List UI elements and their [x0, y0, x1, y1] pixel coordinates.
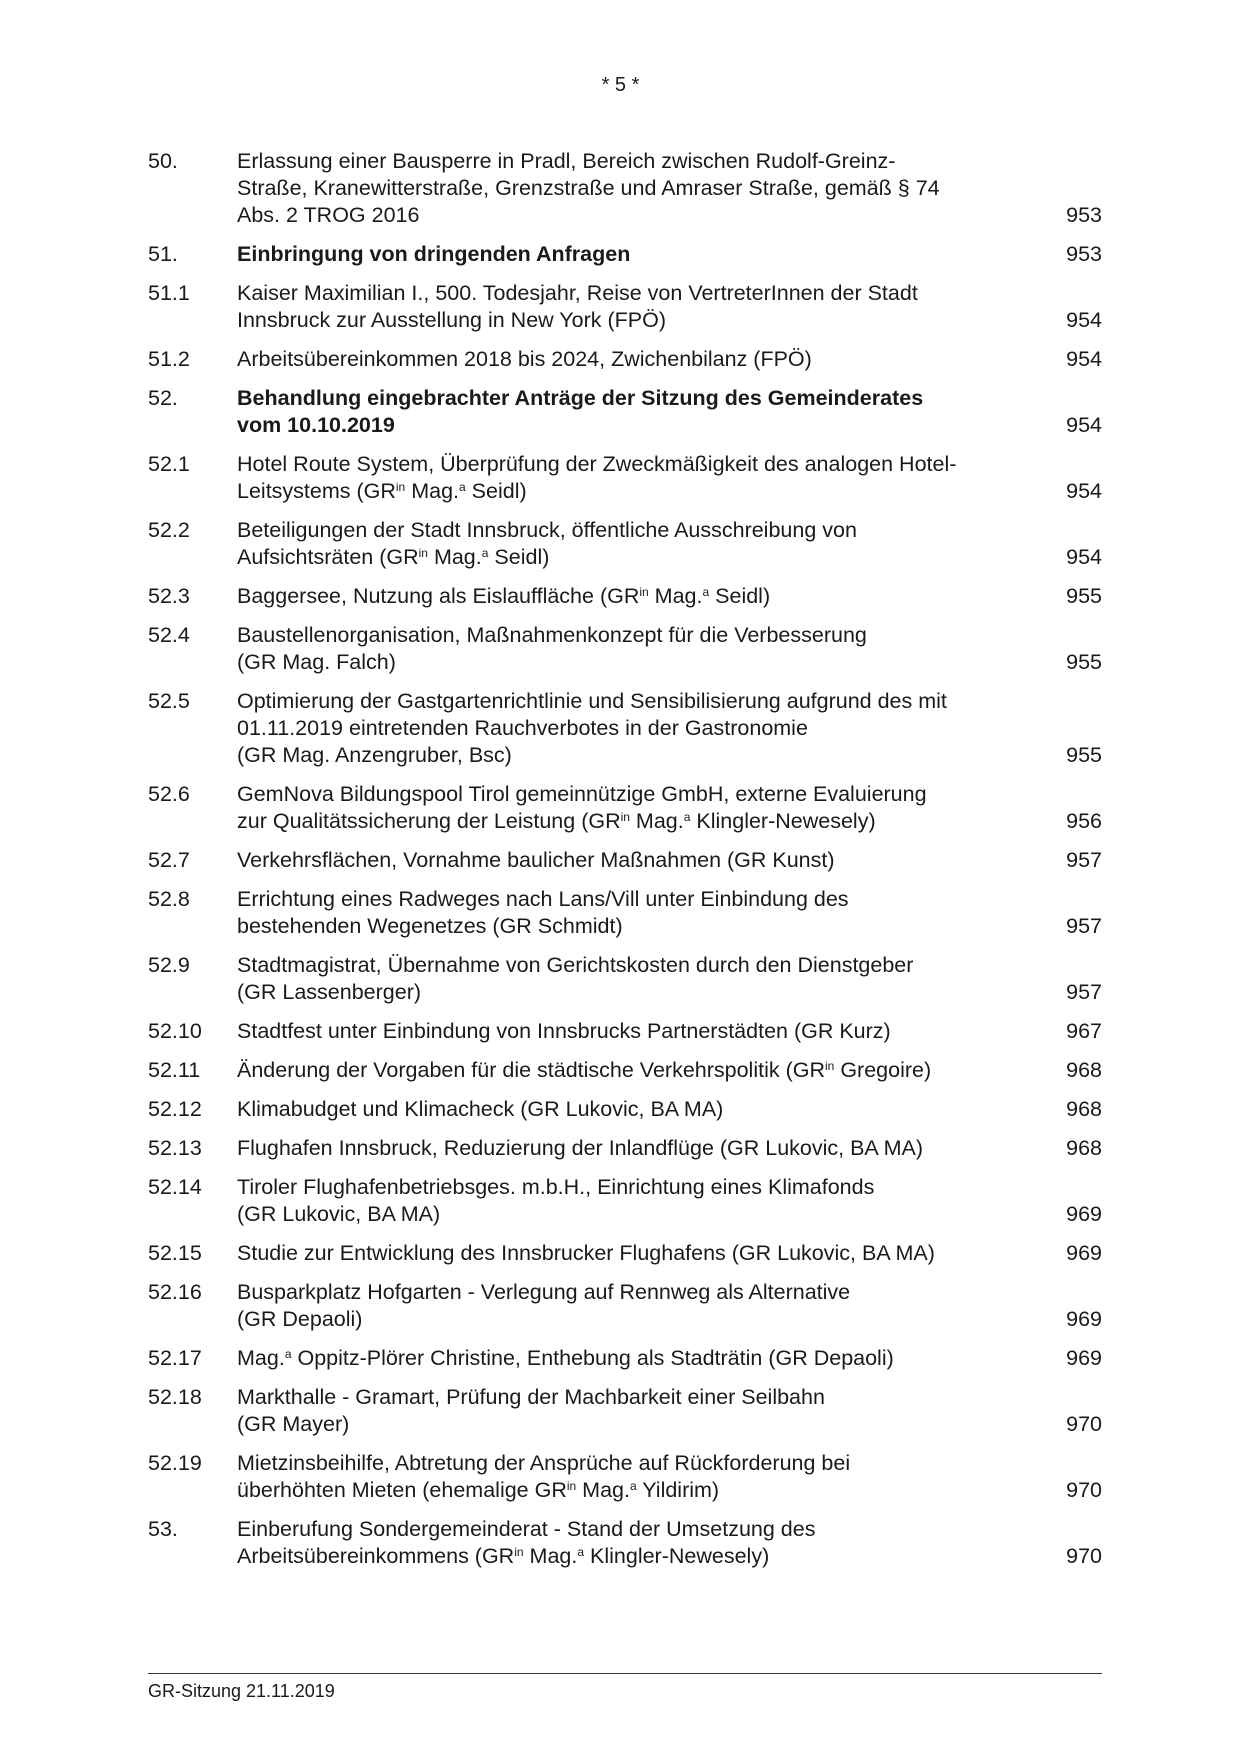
toc-entry-title: [237, 847, 1042, 874]
toc-entry-number: 52.9: [148, 953, 190, 977]
toc-entry-title-line: Straße, Kranewitterstraße, Grenzstraße und Amraser Straße, gemäß § 74: [237, 176, 940, 200]
toc-entry-title-line: Arbeitsübereinkommens ($GR^{in}$ Mag.$^a$ Klingler-Newesely): [237, 1544, 770, 1568]
toc-entry-title: [237, 517, 1042, 571]
toc-entry-title-line: Kaiser Maximilian I., 500. Todesjahr, Reise von VertreterInnen der Stadt: [237, 281, 918, 305]
toc-entry-title-line: (GR Mayer): [237, 1412, 350, 1436]
toc-entry: [148, 1018, 1102, 1045]
toc-entry-title: [237, 583, 1042, 610]
toc-entry-number: 52.15: [148, 1241, 202, 1265]
toc-entry-title-line: Tiroler Flughafenbetriebsges. m.b.H., Einrichtung eines Klimafonds: [237, 1175, 875, 1199]
toc-entry-title-line: Busparkplatz Hofgarten - Verlegung auf Rennweg als Alternative: [237, 1280, 851, 1304]
toc-entry: [148, 1057, 1102, 1084]
toc-entry-title: [237, 622, 1042, 676]
toc-entry-page: 955: [1066, 743, 1102, 767]
toc-entry-number: 52.3: [148, 584, 190, 608]
toc-entry-page: 954: [1066, 413, 1102, 437]
toc-entry-page: 970: [1066, 1544, 1102, 1568]
toc-entry-title: [237, 781, 1042, 835]
toc-entry-title: [237, 385, 1042, 439]
toc-entry-number: 52.4: [148, 623, 190, 647]
toc-entry-title: [237, 1516, 1042, 1570]
toc-entry-title-line: Mietzinsbeihilfe, Abtretung der Ansprüche auf Rückforderung bei: [237, 1451, 851, 1475]
toc-entry-number: 52.19: [148, 1451, 202, 1475]
toc-entry: [148, 952, 1102, 1006]
toc-entry-title-line: Klimabudget und Klimacheck (GR Lukovic, BA MA): [237, 1097, 724, 1121]
footer-text: GR-Sitzung 21.11.2019: [148, 1681, 335, 1701]
toc-entry-page: 970: [1066, 1478, 1102, 1502]
toc-entry-page: 969: [1066, 1202, 1102, 1226]
toc-entry-title-line: vom 10.10.2019: [237, 413, 395, 437]
toc-entry: [148, 148, 1102, 229]
toc-entry-number: 52.2: [148, 518, 190, 542]
toc-entry-title-line: Einberufung Sondergemeinderat - Stand der Umsetzung des: [237, 1517, 816, 1541]
toc-entry-title-line: (GR Depaoli): [237, 1307, 363, 1331]
toc-entry-title-line: (GR Lassenberger): [237, 980, 422, 1004]
toc-entry-title-line: zur Qualitätssicherung der Leistung ($GR^{in}$ Mag.$^a$ Klingler-Newesely): [237, 809, 876, 833]
toc-entry-number: 52.16: [148, 1280, 202, 1304]
toc-entry-title: [237, 148, 1042, 229]
toc-entry-title: [237, 688, 1042, 769]
toc-entry-page: 957: [1066, 848, 1102, 872]
toc-entry: [148, 1345, 1102, 1372]
toc-entry-title-line: Verkehrsflächen, Vornahme baulicher Maßnahmen (GR Kunst): [237, 848, 835, 872]
toc-entry-page: 969: [1066, 1307, 1102, 1331]
toc-entry-title-line: Erlassung einer Bausperre in Pradl, Bereich zwischen Rudolf-Greinz-: [237, 149, 896, 173]
table-of-contents: [148, 148, 1102, 1582]
toc-entry-title-line: Mag.$^a$ Oppitz-Plörer Christine, Enthebung als Stadträtin (GR Depaoli): [237, 1346, 894, 1370]
toc-entry-title-line: Beteiligungen der Stadt Innsbruck, öffentliche Ausschreibung von: [237, 518, 857, 542]
toc-entry-number: 51.2: [148, 347, 190, 371]
toc-entry: [148, 1096, 1102, 1123]
toc-entry-page: 968: [1066, 1097, 1102, 1121]
toc-entry-number: 53.: [148, 1517, 178, 1541]
toc-entry-title-line: Hotel Route System, Überprüfung der Zweckmäßigkeit des analogen Hotel-: [237, 452, 957, 476]
toc-entry-title: [237, 1450, 1042, 1504]
toc-entry-number: 52.7: [148, 848, 190, 872]
toc-entry-page: 968: [1066, 1058, 1102, 1082]
toc-entry-number: 50.: [148, 149, 178, 173]
toc-entry-title: [237, 1345, 1042, 1372]
toc-entry: [148, 1279, 1102, 1333]
toc-entry-title-line: Optimierung der Gastgartenrichtlinie und Sensibilisierung aufgrund des mit: [237, 689, 947, 713]
toc-entry-title: [237, 1240, 1042, 1267]
toc-entry-page: 969: [1066, 1346, 1102, 1370]
toc-entry-title-line: Änderung der Vorgaben für die städtische Verkehrspolitik ($GR^{in}$ Gregoire): [237, 1058, 932, 1082]
toc-entry-title-line: 01.11.2019 eintretenden Rauchverbotes in der Gastronomie: [237, 716, 808, 740]
toc-entry: [148, 1240, 1102, 1267]
toc-entry-title: [237, 1018, 1042, 1045]
toc-entry-title: [237, 1384, 1042, 1438]
toc-entry-title-line: Stadtmagistrat, Übernahme von Gerichtskosten durch den Dienstgeber: [237, 953, 914, 977]
toc-entry-number: 52.18: [148, 1385, 202, 1409]
toc-entry-title-line: Innsbruck zur Ausstellung in New York (FPÖ): [237, 308, 666, 332]
toc-entry: [148, 1450, 1102, 1504]
toc-entry: [148, 1516, 1102, 1570]
toc-entry-page: 967: [1066, 1019, 1102, 1043]
toc-entry-title-line: Leitsystems ($GR^{in}$ Mag.$^a$ Seidl): [237, 479, 527, 503]
toc-entry-page: 970: [1066, 1412, 1102, 1436]
toc-entry: [148, 688, 1102, 769]
toc-entry-title-line: Abs. 2 TROG 2016: [237, 203, 420, 227]
toc-entry-page: 954: [1066, 308, 1102, 332]
toc-entry-title-line: (GR Mag. Falch): [237, 650, 396, 674]
toc-entry-number: 52.17: [148, 1346, 202, 1370]
toc-entry-title-line: (GR Lukovic, BA MA): [237, 1202, 441, 1226]
toc-entry-title-line: Studie zur Entwicklung des Innsbrucker Flughafens (GR Lukovic, BA MA): [237, 1241, 935, 1265]
toc-entry-page: 953: [1066, 242, 1102, 266]
toc-entry-title-line: Stadtfest unter Einbindung von Innsbrucks Partnerstädten (GR Kurz): [237, 1019, 891, 1043]
toc-entry-number: 52.8: [148, 887, 190, 911]
toc-entry-number: 51.1: [148, 281, 190, 305]
toc-entry-page: 956: [1066, 809, 1102, 833]
toc-entry-title: [237, 1135, 1042, 1162]
toc-entry-page: 955: [1066, 650, 1102, 674]
toc-entry: [148, 847, 1102, 874]
toc-entry-title-line: Aufsichtsräten ($GR^{in}$ Mag.$^a$ Seidl): [237, 545, 550, 569]
toc-entry-number: 52.1: [148, 452, 190, 476]
toc-entry-title-line: Behandlung eingebrachter Anträge der Sitzung des Gemeinderates: [237, 386, 924, 410]
toc-entry: [148, 583, 1102, 610]
toc-entry-number: 52.14: [148, 1175, 202, 1199]
toc-entry: [148, 451, 1102, 505]
toc-entry-number: 52.11: [148, 1058, 201, 1082]
toc-entry-title-line: Errichtung eines Radweges nach Lans/Vill unter Einbindung des: [237, 887, 849, 911]
toc-entry-title: [237, 346, 1042, 373]
toc-entry: [148, 781, 1102, 835]
toc-entry-title-line: (GR Mag. Anzengruber, Bsc): [237, 743, 512, 767]
toc-entry-page: 954: [1066, 545, 1102, 569]
toc-entry-number: 52.13: [148, 1136, 202, 1160]
toc-entry-page: 957: [1066, 980, 1102, 1004]
toc-entry-title-line: Flughafen Innsbruck, Reduzierung der Inlandflüge (GR Lukovic, BA MA): [237, 1136, 923, 1160]
toc-entry-page: 968: [1066, 1136, 1102, 1160]
toc-entry: [148, 385, 1102, 439]
toc-entry-title: [237, 886, 1042, 940]
toc-entry-number: 51.: [148, 242, 178, 266]
toc-entry: [148, 622, 1102, 676]
toc-entry-number: 52.6: [148, 782, 190, 806]
toc-entry-title: [237, 1279, 1042, 1333]
toc-entry-page: 954: [1066, 479, 1102, 503]
toc-entry-title-line: Baustellenorganisation, Maßnahmenkonzept für die Verbesserung: [237, 623, 867, 647]
toc-entry-page: 953: [1066, 203, 1102, 227]
toc-entry: [148, 346, 1102, 373]
toc-entry-title: [237, 451, 1042, 505]
toc-entry-title-line: Arbeitsübereinkommen 2018 bis 2024, Zwichenbilanz (FPÖ): [237, 347, 812, 371]
toc-entry: [148, 1384, 1102, 1438]
toc-entry-title-line: Einbringung von dringenden Anfragen: [237, 242, 631, 266]
toc-entry-page: 969: [1066, 1241, 1102, 1265]
toc-entry-title: [237, 952, 1042, 1006]
toc-entry-number: 52.: [148, 386, 178, 410]
toc-entry: [148, 886, 1102, 940]
toc-entry-title: [237, 241, 1042, 268]
toc-entry: [148, 1174, 1102, 1228]
toc-entry-title: [237, 1057, 1042, 1084]
toc-entry-title-line: GemNova Bildungspool Tirol gemeinnützige GmbH, externe Evaluierung: [237, 782, 927, 806]
toc-entry-page: 957: [1066, 914, 1102, 938]
toc-entry-page: 955: [1066, 584, 1102, 608]
toc-entry-page: 954: [1066, 347, 1102, 371]
toc-entry: [148, 280, 1102, 334]
toc-entry-title: [237, 280, 1042, 334]
toc-entry-number: 52.5: [148, 689, 190, 713]
toc-entry: [148, 241, 1102, 268]
toc-entry: [148, 1135, 1102, 1162]
footer-divider: [148, 1673, 1102, 1674]
toc-entry-number: 52.10: [148, 1019, 202, 1043]
toc-entry-title-line: Markthalle - Gramart, Prüfung der Machbarkeit einer Seilbahn: [237, 1385, 825, 1409]
toc-entry-title: [237, 1096, 1042, 1123]
toc-entry-title: [237, 1174, 1042, 1228]
toc-entry-title-line: überhöhten Mieten (ehemalige $GR^{in}$ Mag.$^a$ Yildirim): [237, 1478, 720, 1502]
toc-entry-number: 52.12: [148, 1097, 202, 1121]
toc-entry: [148, 517, 1102, 571]
toc-entry-title-line: bestehenden Wegenetzes (GR Schmidt): [237, 914, 623, 938]
page-number: * 5 *: [601, 74, 640, 96]
toc-entry-title-line: Baggersee, Nutzung als Eislauffläche ($GR^{in}$ Mag.$^a$ Seidl): [237, 584, 771, 608]
